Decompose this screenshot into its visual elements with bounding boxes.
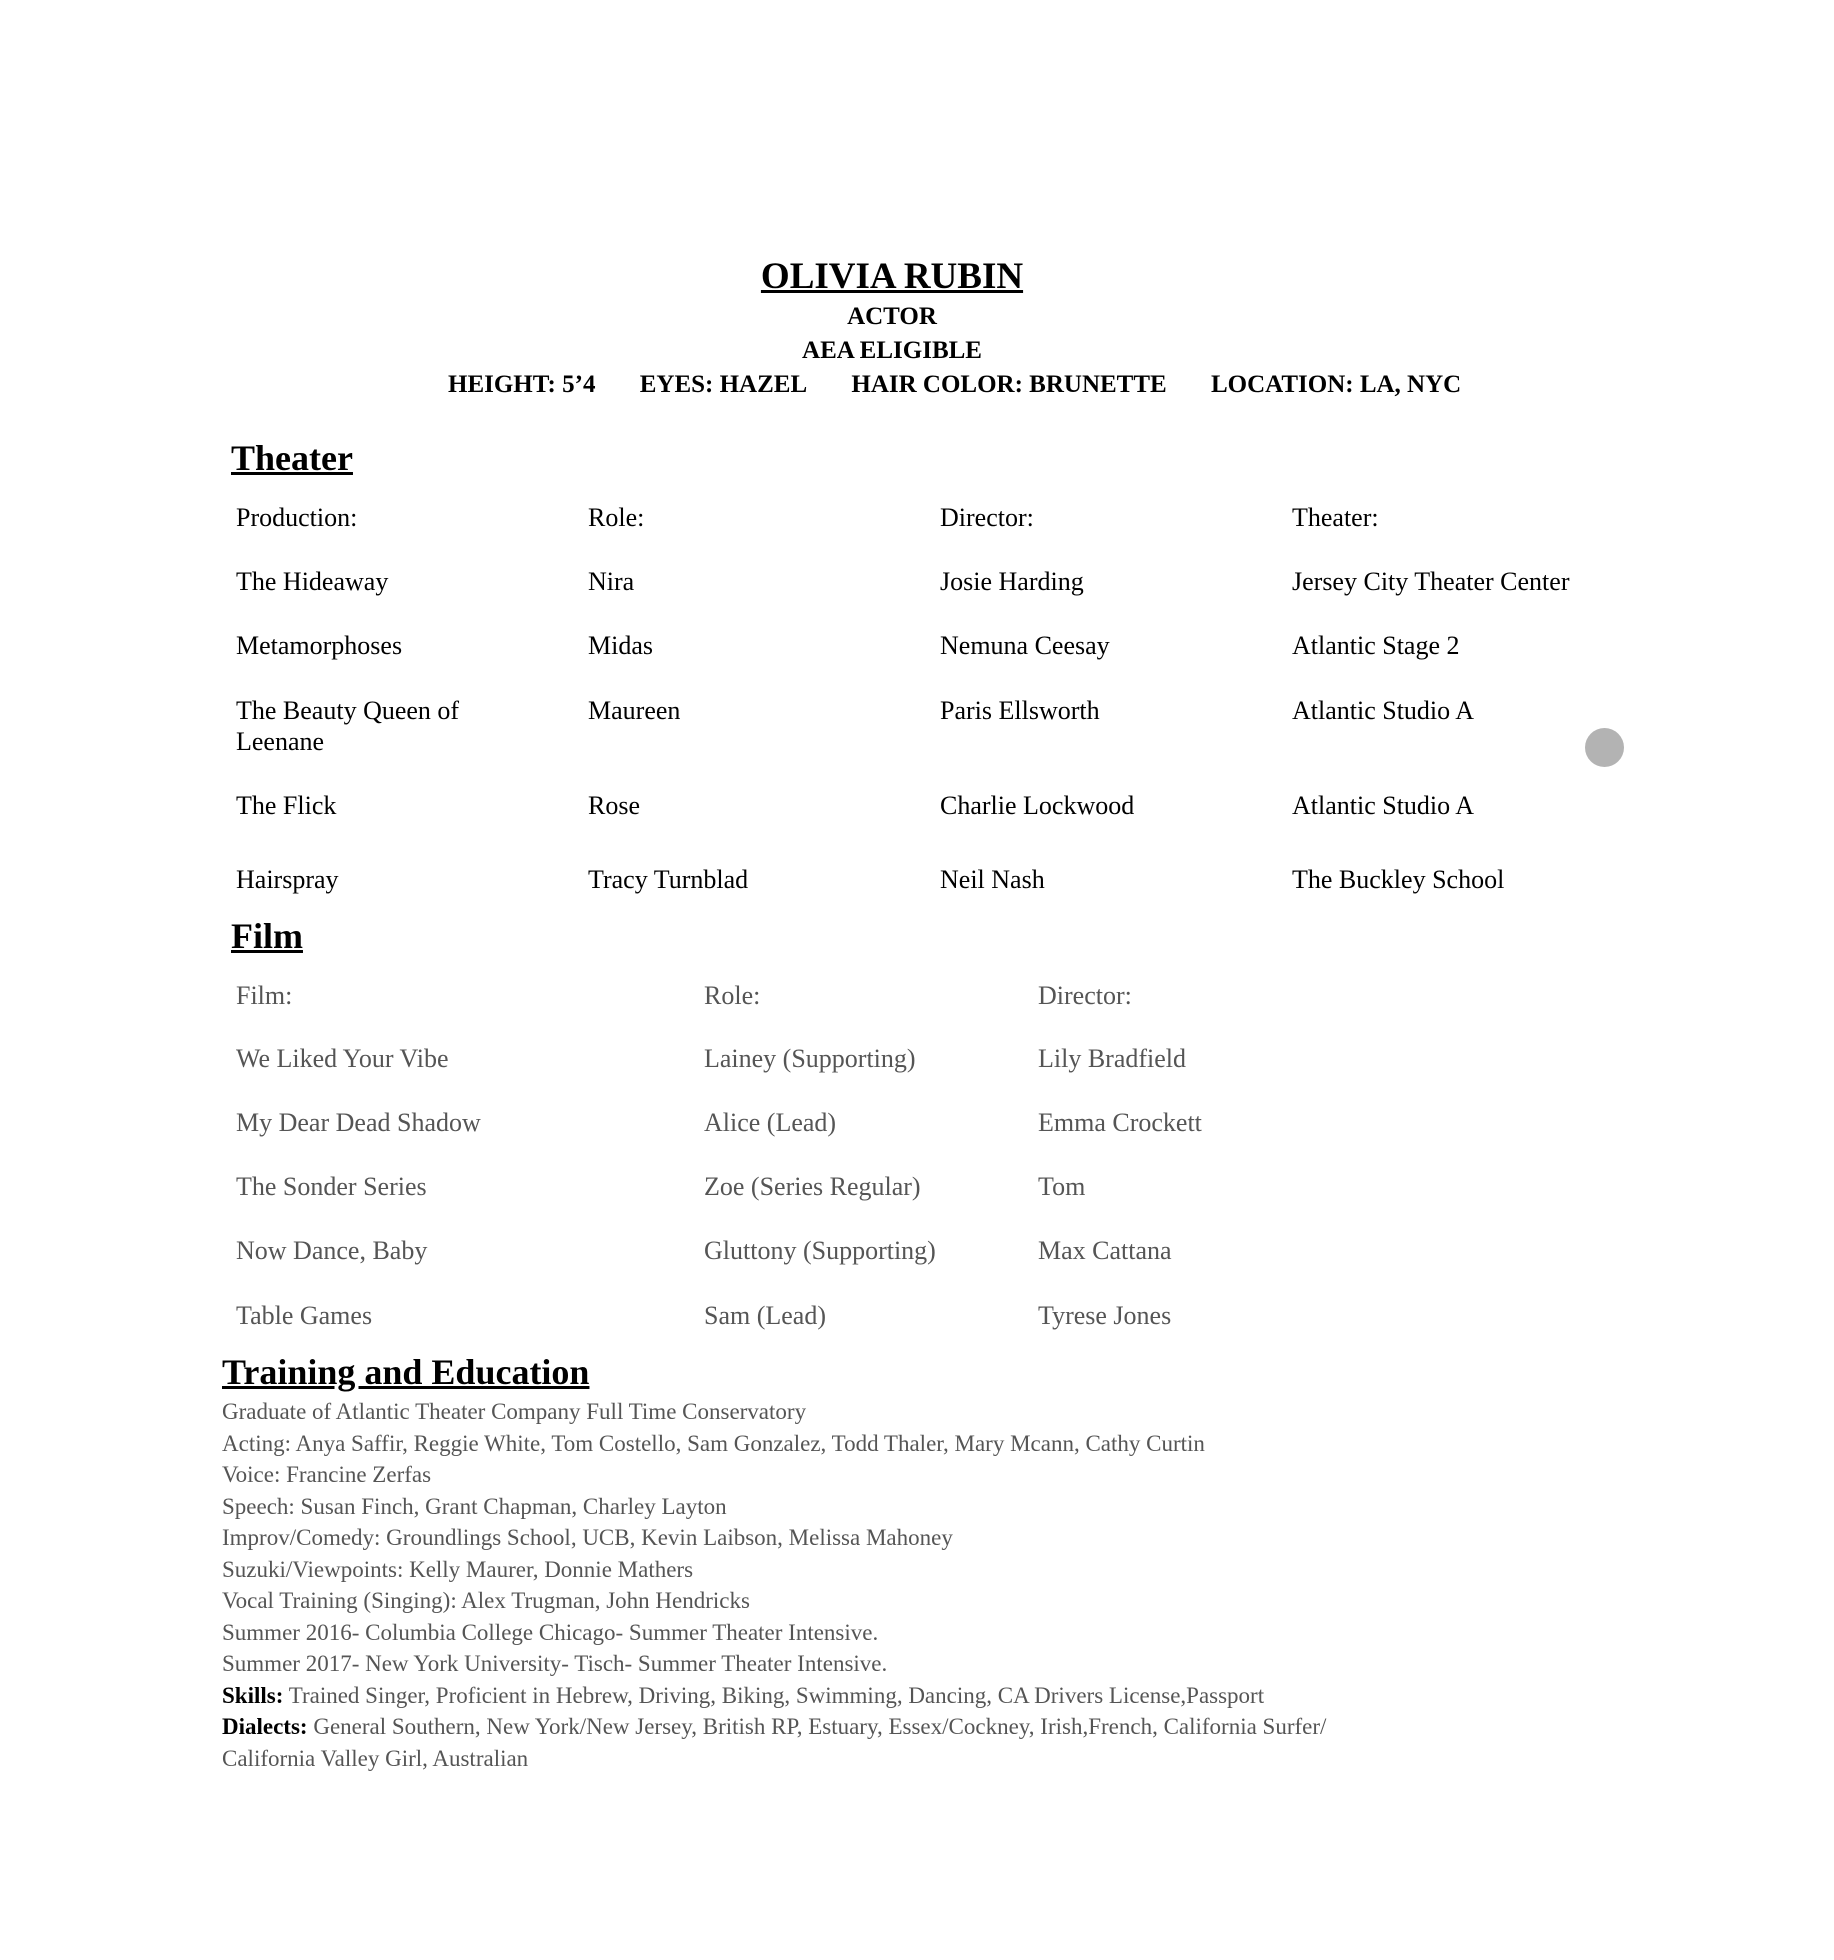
- actor-stats: [448, 368, 1461, 402]
- theater-cell: Josie Harding: [940, 567, 1084, 596]
- theater-col-theater: Theater:: [1292, 503, 1379, 532]
- film-cell: Gluttony (Supporting): [704, 1236, 936, 1265]
- actor-name: OLIVIA RUBIN: [760, 256, 1024, 297]
- skills-text: Trained Singer, Proficient in Hebrew, Driving, Biking, Swimming, Dancing, CA Drivers License,Passport: [283, 1682, 1265, 1708]
- film-cell: Max Cattana: [1038, 1236, 1172, 1265]
- union-status: AEA ELIGIBLE: [802, 337, 982, 364]
- stat-height: HEIGHT: 5’4: [448, 371, 596, 398]
- resume-header: [0, 254, 1784, 368]
- theater-cell: Charlie Lockwood: [940, 791, 1135, 820]
- film-cell: Zoe (Series Regular): [704, 1172, 921, 1201]
- theater-cell: Atlantic Studio A: [1292, 791, 1474, 820]
- training-line: Speech: Susan Finch, Grant Chapman, Charley Layton: [222, 1493, 727, 1519]
- theater-cell: The Flick: [236, 791, 337, 820]
- training-line: Improv/Comedy: Groundlings School, UCB, Kevin Laibson, Melissa Mahoney: [222, 1525, 953, 1550]
- film-cell: Lily Bradfield: [1038, 1044, 1187, 1073]
- skills-line: [222, 1680, 1672, 1712]
- training-line: Graduate of Atlantic Theater Company Full Time Conservatory: [222, 1399, 807, 1424]
- theater-cell: Atlantic Studio A: [1292, 696, 1474, 725]
- theater-col-role: Role:: [588, 503, 645, 532]
- stat-eyes: EYES: HAZEL: [639, 371, 808, 398]
- scroll-indicator[interactable]: [1585, 728, 1624, 767]
- theater-cell: Neil Nash: [940, 865, 1045, 894]
- film-cell: The Sonder Series: [236, 1172, 427, 1201]
- dialects-line: [222, 1711, 1672, 1743]
- theater-cell: Maureen: [588, 696, 681, 725]
- theater-cell: Jersey City Theater Center: [1292, 567, 1570, 596]
- theater-heading: Theater: [231, 438, 353, 478]
- film-cell: We Liked Your Vibe: [236, 1044, 449, 1073]
- dialects-label: Dialects:: [222, 1714, 308, 1739]
- training-line: Suzuki/Viewpoints: Kelly Maurer, Donnie Mathers: [222, 1556, 694, 1582]
- training-heading: Training and Education: [222, 1352, 590, 1392]
- theater-cell: Paris Ellsworth: [940, 696, 1100, 725]
- dialects-continuation: California Valley Girl, Australian: [222, 1745, 529, 1771]
- training-line: Summer 2017- New York University- Tisch- Summer Theater Intensive.: [222, 1651, 888, 1676]
- theater-cell: Midas: [588, 631, 653, 660]
- stat-hair: HAIR COLOR: BRUNETTE: [851, 371, 1167, 398]
- theater-cell: Hairspray: [236, 865, 339, 894]
- theater-cell: Nira: [588, 567, 635, 596]
- theater-cell: The Beauty Queen of: [236, 696, 460, 725]
- theater-cell: Nemuna Ceesay: [940, 631, 1110, 660]
- theater-cell-continuation: Leenane: [236, 727, 325, 756]
- stat-location: LOCATION: LA, NYC: [1210, 371, 1462, 398]
- film-heading: Film: [231, 916, 303, 956]
- theater-col-production: Production:: [236, 503, 358, 532]
- training-line: Acting: Anya Saffir, Reggie White, Tom Costello, Sam Gonzalez, Todd Thaler, Mary Mcann, Cathy Curtin: [222, 1430, 1205, 1456]
- film-cell: Tyrese Jones: [1038, 1301, 1172, 1330]
- film-cell: Table Games: [236, 1301, 373, 1330]
- theater-cell: Metamorphoses: [236, 631, 403, 660]
- film-cell: Sam (Lead): [704, 1301, 827, 1330]
- film-col-role: Role:: [704, 981, 761, 1010]
- theater-cell: The Buckley School: [1292, 865, 1505, 894]
- training-line: Summer 2016- Columbia College Chicago- Summer Theater Intensive.: [222, 1619, 879, 1645]
- film-cell: My Dear Dead Shadow: [236, 1108, 481, 1137]
- theater-col-director: Director:: [940, 503, 1034, 532]
- skills-label: Skills:: [222, 1682, 284, 1708]
- film-col-film: Film:: [236, 981, 293, 1010]
- film-cell: Lainey (Supporting): [704, 1044, 916, 1073]
- theater-cell: Rose: [588, 791, 640, 820]
- film-cell: Now Dance, Baby: [236, 1236, 428, 1265]
- theater-cell: Tracy Turnblad: [588, 865, 749, 894]
- training-line: Voice: Francine Zerfas: [222, 1462, 432, 1487]
- dialects-text: General Southern, New York/New Jersey, British RP, Estuary, Essex/Cockney, Irish,French, California Surfer/: [307, 1714, 1327, 1739]
- actor-title: ACTOR: [847, 303, 937, 330]
- training-list: [222, 1396, 1672, 1774]
- theater-cell: The Hideaway: [236, 567, 389, 596]
- film-col-director: Director:: [1038, 981, 1132, 1010]
- film-cell: Tom: [1038, 1172, 1086, 1201]
- theater-cell: Atlantic Stage 2: [1292, 631, 1460, 660]
- film-cell: Emma Crockett: [1038, 1108, 1202, 1137]
- film-cell: Alice (Lead): [704, 1108, 837, 1137]
- training-line: Vocal Training (Singing): Alex Trugman, John Hendricks: [222, 1588, 750, 1613]
